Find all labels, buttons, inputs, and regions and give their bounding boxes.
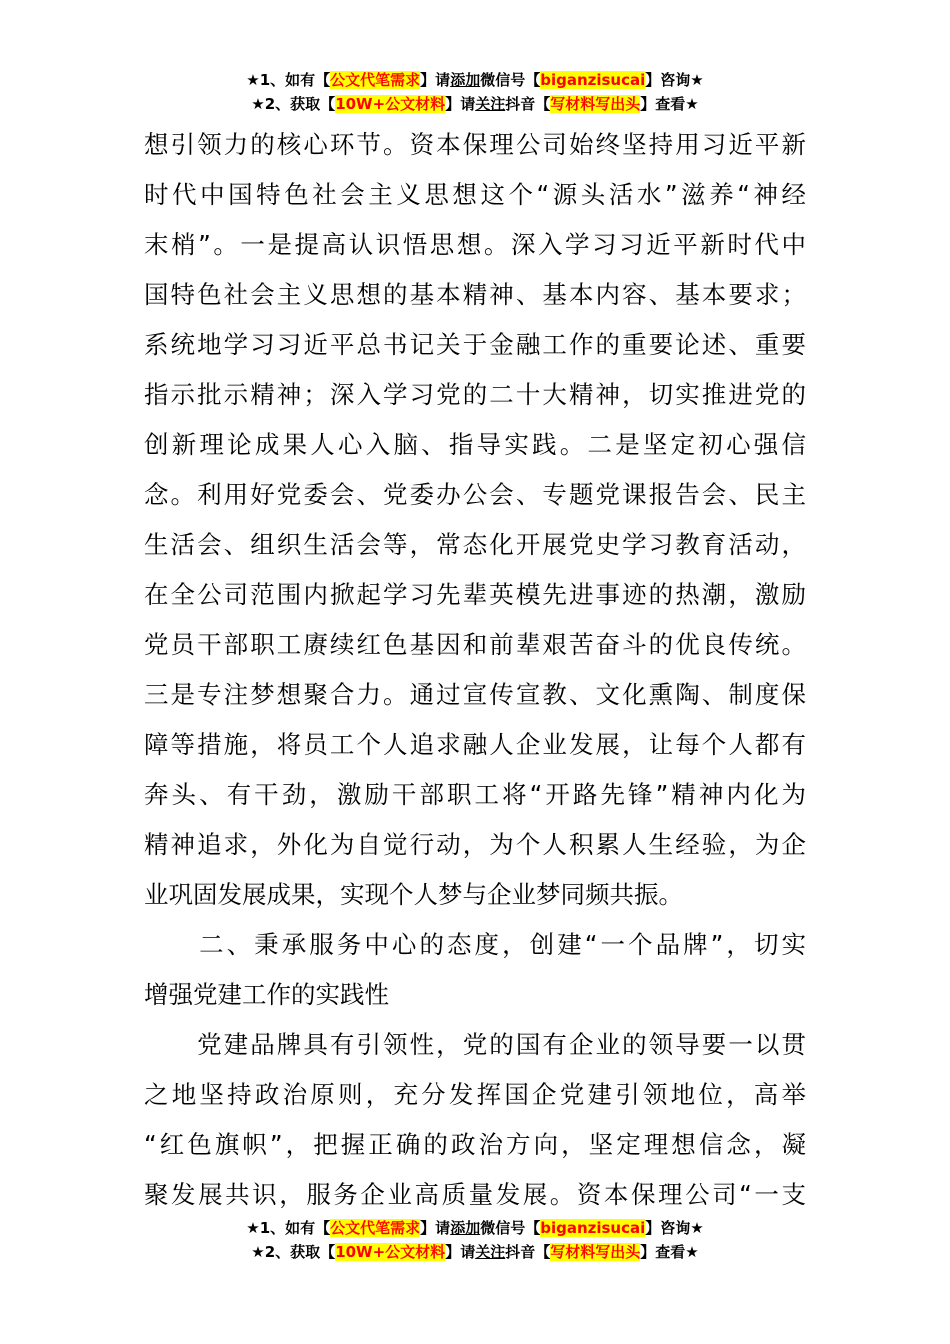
body-line: 指示批示精神；深入学习党的二十大精神，切实推进党的 <box>144 380 806 409</box>
banner-line-2: ★2、获取【10W+公文材料】请关注抖音【写材料写出头】查看★ <box>251 95 699 113</box>
body-line: 三是专注梦想聚合力。通过宣传宣教、文化熏陶、制度保 <box>144 680 806 709</box>
body-line: 念。利用好党委会、党委办公会、专题党课报告会、民主 <box>144 480 806 509</box>
body-line: 时代中国特色社会主义思想这个“源头活水”滋养“神经 <box>144 180 806 209</box>
body-line: 奔头、有干劲，激励干部职工将“开路先锋”精神内化为 <box>144 780 806 809</box>
body-line: 精神追求，外化为自觉行动，为个人积累人生经验，为企 <box>144 830 806 859</box>
section-heading-line: 增强党建工作的实践性 <box>144 980 389 1009</box>
banner-highlight: biganzisucai <box>540 1219 646 1237</box>
banner-highlight: biganzisucai <box>540 71 646 89</box>
section-heading-line: 二、秉承服务中心的态度，创建“一个品牌”，切实 <box>144 930 806 959</box>
body-line: 系统地学习习近平总书记关于金融工作的重要论述、重要 <box>144 330 806 359</box>
banner-line-1: ★1、如有【公文代笔需求】请添加微信号【biganzisucai】咨询★ <box>246 1219 704 1237</box>
banner-highlight: 10W+公文材料 <box>335 95 446 113</box>
banner-highlight: 写材料写出头 <box>550 1243 641 1261</box>
body-line: 障等措施，将员工个人追求融人企业发展，让每个人都有 <box>144 730 806 759</box>
body-line: 末梢”。一是提高认识悟思想。深入学习习近平新时代中 <box>144 230 806 259</box>
footer-banner <box>0 1216 950 1264</box>
banner-highlight: 公文代笔需求 <box>330 1219 421 1237</box>
body-line: 生活会、组织生活会等，常态化开展党史学习教育活动， <box>144 530 806 559</box>
banner-line-1: ★1、如有【公文代笔需求】请添加微信号【biganzisucai】咨询★ <box>246 71 704 89</box>
header-banner <box>0 68 950 116</box>
body-line: 创新理论成果人心入脑、指导实践。二是坚定初心强信 <box>144 430 806 459</box>
banner-line-2: ★2、获取【10W+公文材料】请关注抖音【写材料写出头】查看★ <box>251 1243 699 1261</box>
body-line: 党建品牌具有引领性，党的国有企业的领导要一以贯 <box>144 1030 806 1059</box>
body-line: 业巩固发展成果，实现个人梦与企业梦同频共振。 <box>144 880 683 909</box>
body-line: 在全公司范围内掀起学习先辈英模先进事迹的热潮，激励 <box>144 580 806 609</box>
body-line: “红色旗帜”，把握正确的政治方向，坚定理想信念，凝 <box>144 1130 806 1159</box>
body-line: 想引领力的核心环节。资本保理公司始终坚持用习近平新 <box>144 130 806 159</box>
body-line: 聚发展共识，服务企业高质量发展。资本保理公司“一支 <box>144 1180 806 1209</box>
banner-highlight: 写材料写出头 <box>550 95 641 113</box>
body-line: 国特色社会主义思想的基本精神、基本内容、基本要求； <box>144 280 806 309</box>
banner-highlight: 公文代笔需求 <box>330 71 421 89</box>
body-line: 党员干部职工赓续红色基因和前辈艰苦奋斗的优良传统。 <box>144 630 806 659</box>
document-body <box>144 120 806 1220</box>
body-line: 之地坚持政治原则，充分发挥国企党建引领地位，高举 <box>144 1080 806 1109</box>
banner-highlight: 10W+公文材料 <box>335 1243 446 1261</box>
